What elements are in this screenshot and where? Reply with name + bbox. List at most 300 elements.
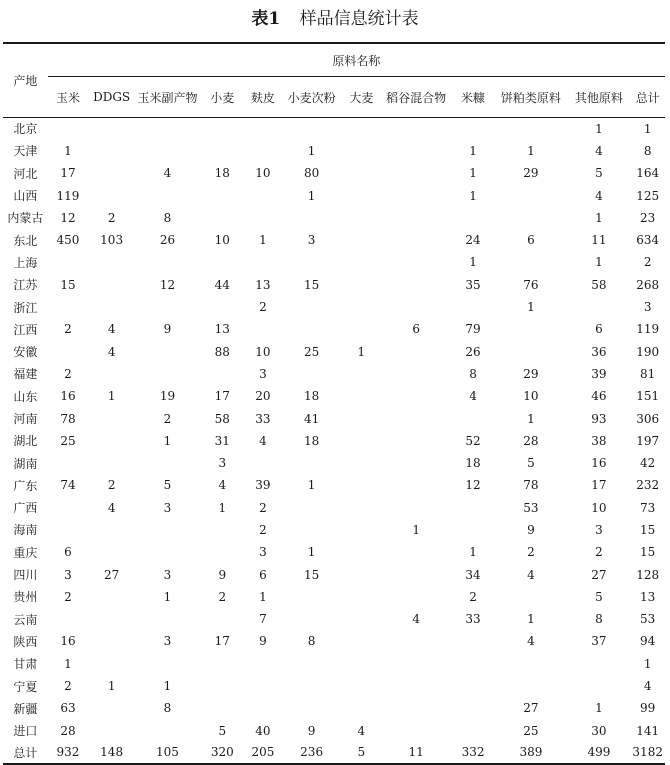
column-header: 大麦 (342, 77, 381, 118)
value-cell (381, 363, 452, 385)
value-cell: 99 (640, 701, 656, 716)
value-cell: 33 (465, 612, 481, 627)
value-cell (342, 251, 381, 273)
value-cell (200, 296, 245, 318)
value-cell: 634 (636, 233, 660, 248)
value-cell (381, 251, 452, 273)
value-cell: 2 (259, 522, 267, 537)
value-cell: 18 (303, 433, 320, 448)
value-cell: 25 (523, 723, 539, 738)
value-cell (88, 541, 135, 563)
value-cell: 1 (259, 589, 267, 604)
value-cell: 3 (307, 233, 316, 248)
value-cell (494, 251, 567, 273)
table-row (3, 229, 665, 251)
value-cell: 58 (214, 411, 230, 426)
value-cell: 38 (591, 433, 607, 448)
table-row (3, 207, 665, 229)
table-row (3, 519, 665, 541)
value-cell: 4 (412, 612, 420, 627)
table-row (3, 140, 665, 162)
column-header: 饼粕类原料 (494, 77, 567, 118)
value-cell: 13 (640, 589, 656, 604)
value-cell (281, 318, 342, 340)
value-cell: 31 (214, 433, 230, 448)
table-body (3, 118, 665, 765)
value-cell: 450 (56, 233, 80, 248)
value-cell (381, 697, 452, 719)
value-cell: 73 (640, 500, 656, 515)
value-cell: 1 (357, 344, 366, 359)
value-cell: 119 (56, 188, 80, 203)
value-cell (342, 162, 381, 184)
table-row (3, 274, 665, 296)
value-cell: 76 (523, 277, 539, 292)
column-header: 麸皮 (245, 77, 282, 118)
value-cell (200, 140, 245, 162)
value-cell (567, 296, 630, 318)
value-cell: 306 (636, 411, 660, 426)
table-caption (0, 8, 670, 30)
value-cell: 2 (64, 366, 72, 381)
value-cell: 9 (259, 634, 267, 649)
value-cell (281, 675, 342, 697)
value-cell (88, 118, 135, 140)
value-cell: 10 (255, 344, 271, 359)
region-cell: 云南 (13, 612, 38, 627)
value-cell: 4 (357, 723, 366, 738)
value-cell (200, 697, 245, 719)
value-cell: 8 (643, 143, 652, 158)
value-cell (200, 675, 245, 697)
value-cell (88, 274, 135, 296)
value-cell (88, 184, 135, 206)
value-cell (200, 519, 245, 541)
value-cell (381, 340, 452, 362)
region-cell: 河北 (13, 166, 38, 181)
value-cell: 1 (595, 701, 603, 716)
value-cell (135, 653, 200, 675)
value-cell: 1 (412, 522, 420, 537)
value-cell: 4 (107, 322, 116, 337)
value-cell (452, 720, 495, 742)
value-cell: 1 (107, 389, 116, 404)
region-cell: 广西 (13, 501, 38, 516)
value-cell: 9 (527, 522, 535, 537)
value-cell (381, 675, 452, 697)
value-cell (48, 340, 89, 362)
value-cell: 26 (159, 233, 176, 248)
value-cell (135, 251, 200, 273)
value-cell (135, 608, 200, 630)
table-row (3, 385, 665, 407)
value-cell: 125 (636, 188, 660, 203)
value-cell (245, 675, 282, 697)
value-cell: 4 (163, 166, 172, 181)
value-cell (281, 207, 342, 229)
value-cell: 39 (591, 366, 607, 381)
region-cell: 广东 (13, 478, 38, 493)
value-cell: 15 (60, 277, 76, 292)
region-cell: 贵州 (13, 590, 38, 605)
value-cell (281, 519, 342, 541)
value-cell: 2 (643, 255, 652, 270)
value-cell: 4 (527, 567, 535, 582)
region-cell: 湖北 (13, 434, 38, 449)
value-cell (452, 519, 495, 541)
value-cell: 63 (60, 701, 76, 716)
table-row (3, 497, 665, 519)
value-cell: 3 (163, 634, 172, 649)
value-cell: 18 (465, 456, 481, 471)
value-cell: 268 (636, 277, 660, 292)
region-column-header: 产地 (3, 43, 48, 118)
value-cell: 93 (591, 411, 607, 426)
value-cell: 128 (636, 567, 660, 582)
value-cell (135, 452, 200, 474)
value-cell: 88 (214, 344, 230, 359)
region-cell: 江西 (13, 322, 38, 337)
value-cell: 20 (255, 389, 271, 404)
value-cell (494, 207, 567, 229)
value-cell (88, 430, 135, 452)
value-cell (88, 586, 135, 608)
region-cell: 内蒙古 (7, 211, 44, 226)
value-cell: 15 (303, 277, 320, 292)
value-cell: 1 (307, 188, 316, 203)
table-row (3, 407, 665, 429)
value-cell: 6 (259, 567, 267, 582)
value-cell: 46 (591, 389, 607, 404)
table-row (3, 474, 665, 496)
value-cell (381, 586, 452, 608)
value-cell: 1 (307, 143, 316, 158)
region-cell: 浙江 (13, 300, 38, 315)
table-row (3, 563, 665, 585)
value-cell (135, 118, 200, 140)
value-cell: 11 (591, 233, 607, 248)
value-cell: 3182 (630, 742, 665, 764)
value-cell: 15 (303, 567, 320, 582)
value-cell: 2 (527, 545, 535, 560)
value-cell: 10 (214, 233, 230, 248)
value-cell (135, 519, 200, 541)
value-cell (135, 184, 200, 206)
value-cell: 1 (107, 679, 116, 694)
table-row (3, 430, 665, 452)
region-cell: 陕西 (13, 634, 38, 649)
value-cell: 23 (640, 210, 656, 225)
value-cell: 5 (218, 723, 227, 738)
value-cell: 27 (103, 567, 120, 582)
value-cell: 1 (163, 433, 172, 448)
value-cell (245, 697, 282, 719)
value-cell: 30 (591, 723, 607, 738)
value-cell (135, 140, 200, 162)
region-cell: 湖南 (13, 456, 38, 471)
value-cell: 18 (214, 166, 230, 181)
value-cell: 1 (469, 143, 477, 158)
region-cell: 甘肃 (13, 657, 38, 672)
value-cell (342, 452, 381, 474)
value-cell: 40 (255, 723, 271, 738)
value-cell: 1 (643, 121, 652, 136)
value-cell: 5 (595, 589, 603, 604)
value-cell: 4 (527, 634, 535, 649)
value-cell (245, 207, 282, 229)
value-cell: 16 (60, 634, 76, 649)
value-cell: 17 (591, 478, 607, 493)
value-cell: 5 (527, 456, 535, 471)
value-cell (381, 162, 452, 184)
value-cell: 1 (527, 300, 535, 315)
value-cell (48, 118, 89, 140)
value-cell (245, 653, 282, 675)
value-cell (381, 274, 452, 296)
value-cell: 3 (218, 456, 227, 471)
value-cell: 2 (218, 589, 227, 604)
value-cell (200, 118, 245, 140)
value-cell: 3 (163, 500, 172, 515)
column-header: 稻谷混合物 (381, 77, 452, 118)
value-cell: 1 (527, 612, 535, 627)
value-cell (381, 184, 452, 206)
value-cell (381, 653, 452, 675)
value-cell (88, 363, 135, 385)
value-cell (342, 653, 381, 675)
value-cell (494, 586, 567, 608)
value-cell: 320 (200, 742, 245, 764)
value-cell: 7 (259, 612, 267, 627)
value-cell (48, 251, 89, 273)
value-cell (88, 697, 135, 719)
value-cell: 53 (523, 500, 539, 515)
region-cell: 福建 (13, 367, 38, 382)
value-cell: 6 (527, 233, 535, 248)
value-cell: 1 (595, 121, 603, 136)
value-cell: 12 (465, 478, 481, 493)
value-cell: 58 (591, 277, 607, 292)
value-cell (200, 207, 245, 229)
value-cell: 2 (469, 589, 477, 604)
value-cell (381, 497, 452, 519)
value-cell: 10 (591, 500, 607, 515)
value-cell: 1 (163, 589, 172, 604)
value-cell (381, 229, 452, 251)
value-cell: 1 (527, 143, 535, 158)
value-cell: 11 (381, 742, 452, 764)
value-cell (88, 251, 135, 273)
region-cell: 北京 (13, 122, 38, 137)
value-cell (48, 452, 89, 474)
value-cell (381, 385, 452, 407)
material-group-header: 原料名称 (48, 43, 665, 77)
value-cell: 3 (163, 567, 172, 582)
value-cell (245, 452, 282, 474)
value-cell: 16 (60, 389, 76, 404)
table-row (3, 318, 665, 340)
value-cell: 9 (218, 567, 227, 582)
column-header-row (3, 77, 665, 118)
value-cell: 2 (595, 545, 603, 560)
value-cell (342, 140, 381, 162)
value-cell (342, 229, 381, 251)
region-cell: 安徽 (13, 345, 38, 360)
region-cell: 四川 (13, 568, 38, 583)
value-cell: 4 (595, 188, 603, 203)
value-cell (452, 296, 495, 318)
value-cell: 205 (245, 742, 282, 764)
value-cell (494, 675, 567, 697)
value-cell: 9 (307, 723, 316, 738)
value-cell (281, 363, 342, 385)
value-cell: 13 (214, 322, 230, 337)
value-cell: 141 (636, 723, 660, 738)
value-cell: 9 (163, 322, 172, 337)
value-cell (452, 497, 495, 519)
value-cell: 52 (465, 433, 481, 448)
column-header: 玉米副产物 (135, 77, 200, 118)
value-cell (567, 675, 630, 697)
region-cell: 东北 (13, 233, 38, 248)
column-header: 米糠 (452, 77, 495, 118)
value-cell (48, 497, 89, 519)
value-cell: 389 (494, 742, 567, 764)
value-cell (342, 586, 381, 608)
value-cell: 33 (255, 411, 271, 426)
value-cell (88, 608, 135, 630)
table-row (3, 162, 665, 184)
value-cell: 19 (159, 389, 176, 404)
table-row (3, 653, 665, 675)
value-cell (381, 474, 452, 496)
value-cell: 41 (303, 411, 320, 426)
value-cell (381, 720, 452, 742)
value-cell: 499 (567, 742, 630, 764)
region-cell: 海南 (13, 523, 38, 538)
value-cell (342, 541, 381, 563)
value-cell: 4 (469, 389, 477, 404)
value-cell: 17 (60, 166, 76, 181)
value-cell: 37 (591, 634, 607, 649)
value-cell: 4 (259, 433, 267, 448)
value-cell: 1 (469, 545, 477, 560)
value-cell (342, 474, 381, 496)
region-cell: 重庆 (13, 545, 38, 560)
value-cell (381, 563, 452, 585)
value-cell: 16 (591, 456, 607, 471)
value-cell (245, 318, 282, 340)
value-cell: 5 (342, 742, 381, 764)
value-cell: 25 (60, 433, 76, 448)
value-cell: 4 (107, 344, 116, 359)
column-header: 小麦 (200, 77, 245, 118)
value-cell (88, 140, 135, 162)
value-cell (88, 653, 135, 675)
region-cell: 河南 (13, 412, 38, 426)
value-cell (494, 318, 567, 340)
region-cell: 新疆 (13, 701, 38, 716)
table-row (3, 251, 665, 273)
value-cell (342, 630, 381, 652)
value-cell: 1 (595, 255, 603, 270)
value-cell (281, 586, 342, 608)
value-cell: 4 (595, 143, 603, 158)
table-row (3, 340, 665, 362)
value-cell: 4 (218, 478, 227, 493)
region-cell: 山东 (13, 389, 38, 404)
region-cell: 进口 (13, 724, 38, 739)
value-cell: 8 (163, 210, 172, 225)
value-cell: 1 (595, 210, 603, 225)
value-cell (200, 608, 245, 630)
value-cell: 53 (640, 612, 656, 627)
value-cell: 29 (523, 366, 539, 381)
value-cell (88, 519, 135, 541)
value-cell: 10 (523, 389, 539, 404)
value-cell (381, 430, 452, 452)
value-cell (381, 452, 452, 474)
value-cell: 2 (107, 210, 116, 225)
value-cell: 3 (64, 567, 72, 582)
value-cell (245, 184, 282, 206)
value-cell (135, 296, 200, 318)
value-cell (88, 407, 135, 429)
table-row (3, 541, 665, 563)
column-header: 玉米 (48, 77, 89, 118)
value-cell (342, 519, 381, 541)
value-cell (88, 630, 135, 652)
table-row (3, 118, 665, 140)
value-cell: 18 (303, 389, 320, 404)
value-cell: 5 (595, 166, 603, 181)
value-cell (381, 118, 452, 140)
column-header: 小麦次粉 (281, 77, 342, 118)
value-cell (452, 407, 495, 429)
value-cell (281, 697, 342, 719)
value-cell (342, 296, 381, 318)
value-cell: 1 (218, 500, 227, 515)
value-cell: 2 (64, 589, 72, 604)
value-cell: 151 (636, 389, 660, 404)
value-cell: 8 (163, 701, 172, 716)
value-cell (135, 363, 200, 385)
value-cell (452, 207, 495, 229)
value-cell (281, 452, 342, 474)
value-cell: 35 (465, 277, 481, 292)
value-cell: 78 (523, 478, 539, 493)
value-cell: 3 (643, 300, 652, 315)
value-cell (342, 385, 381, 407)
value-cell: 36 (591, 344, 607, 359)
value-cell (281, 251, 342, 273)
value-cell (452, 630, 495, 652)
table-row (3, 296, 665, 318)
value-cell: 1 (469, 255, 477, 270)
value-cell: 8 (307, 634, 316, 649)
value-cell (281, 653, 342, 675)
table-row (3, 608, 665, 630)
value-cell (381, 207, 452, 229)
value-cell (494, 653, 567, 675)
value-cell (342, 318, 381, 340)
value-cell: 39 (255, 478, 271, 493)
table-row (3, 630, 665, 652)
value-cell: 1 (469, 188, 477, 203)
value-cell: 74 (60, 478, 76, 493)
value-cell (494, 340, 567, 362)
value-cell: 81 (640, 366, 656, 381)
